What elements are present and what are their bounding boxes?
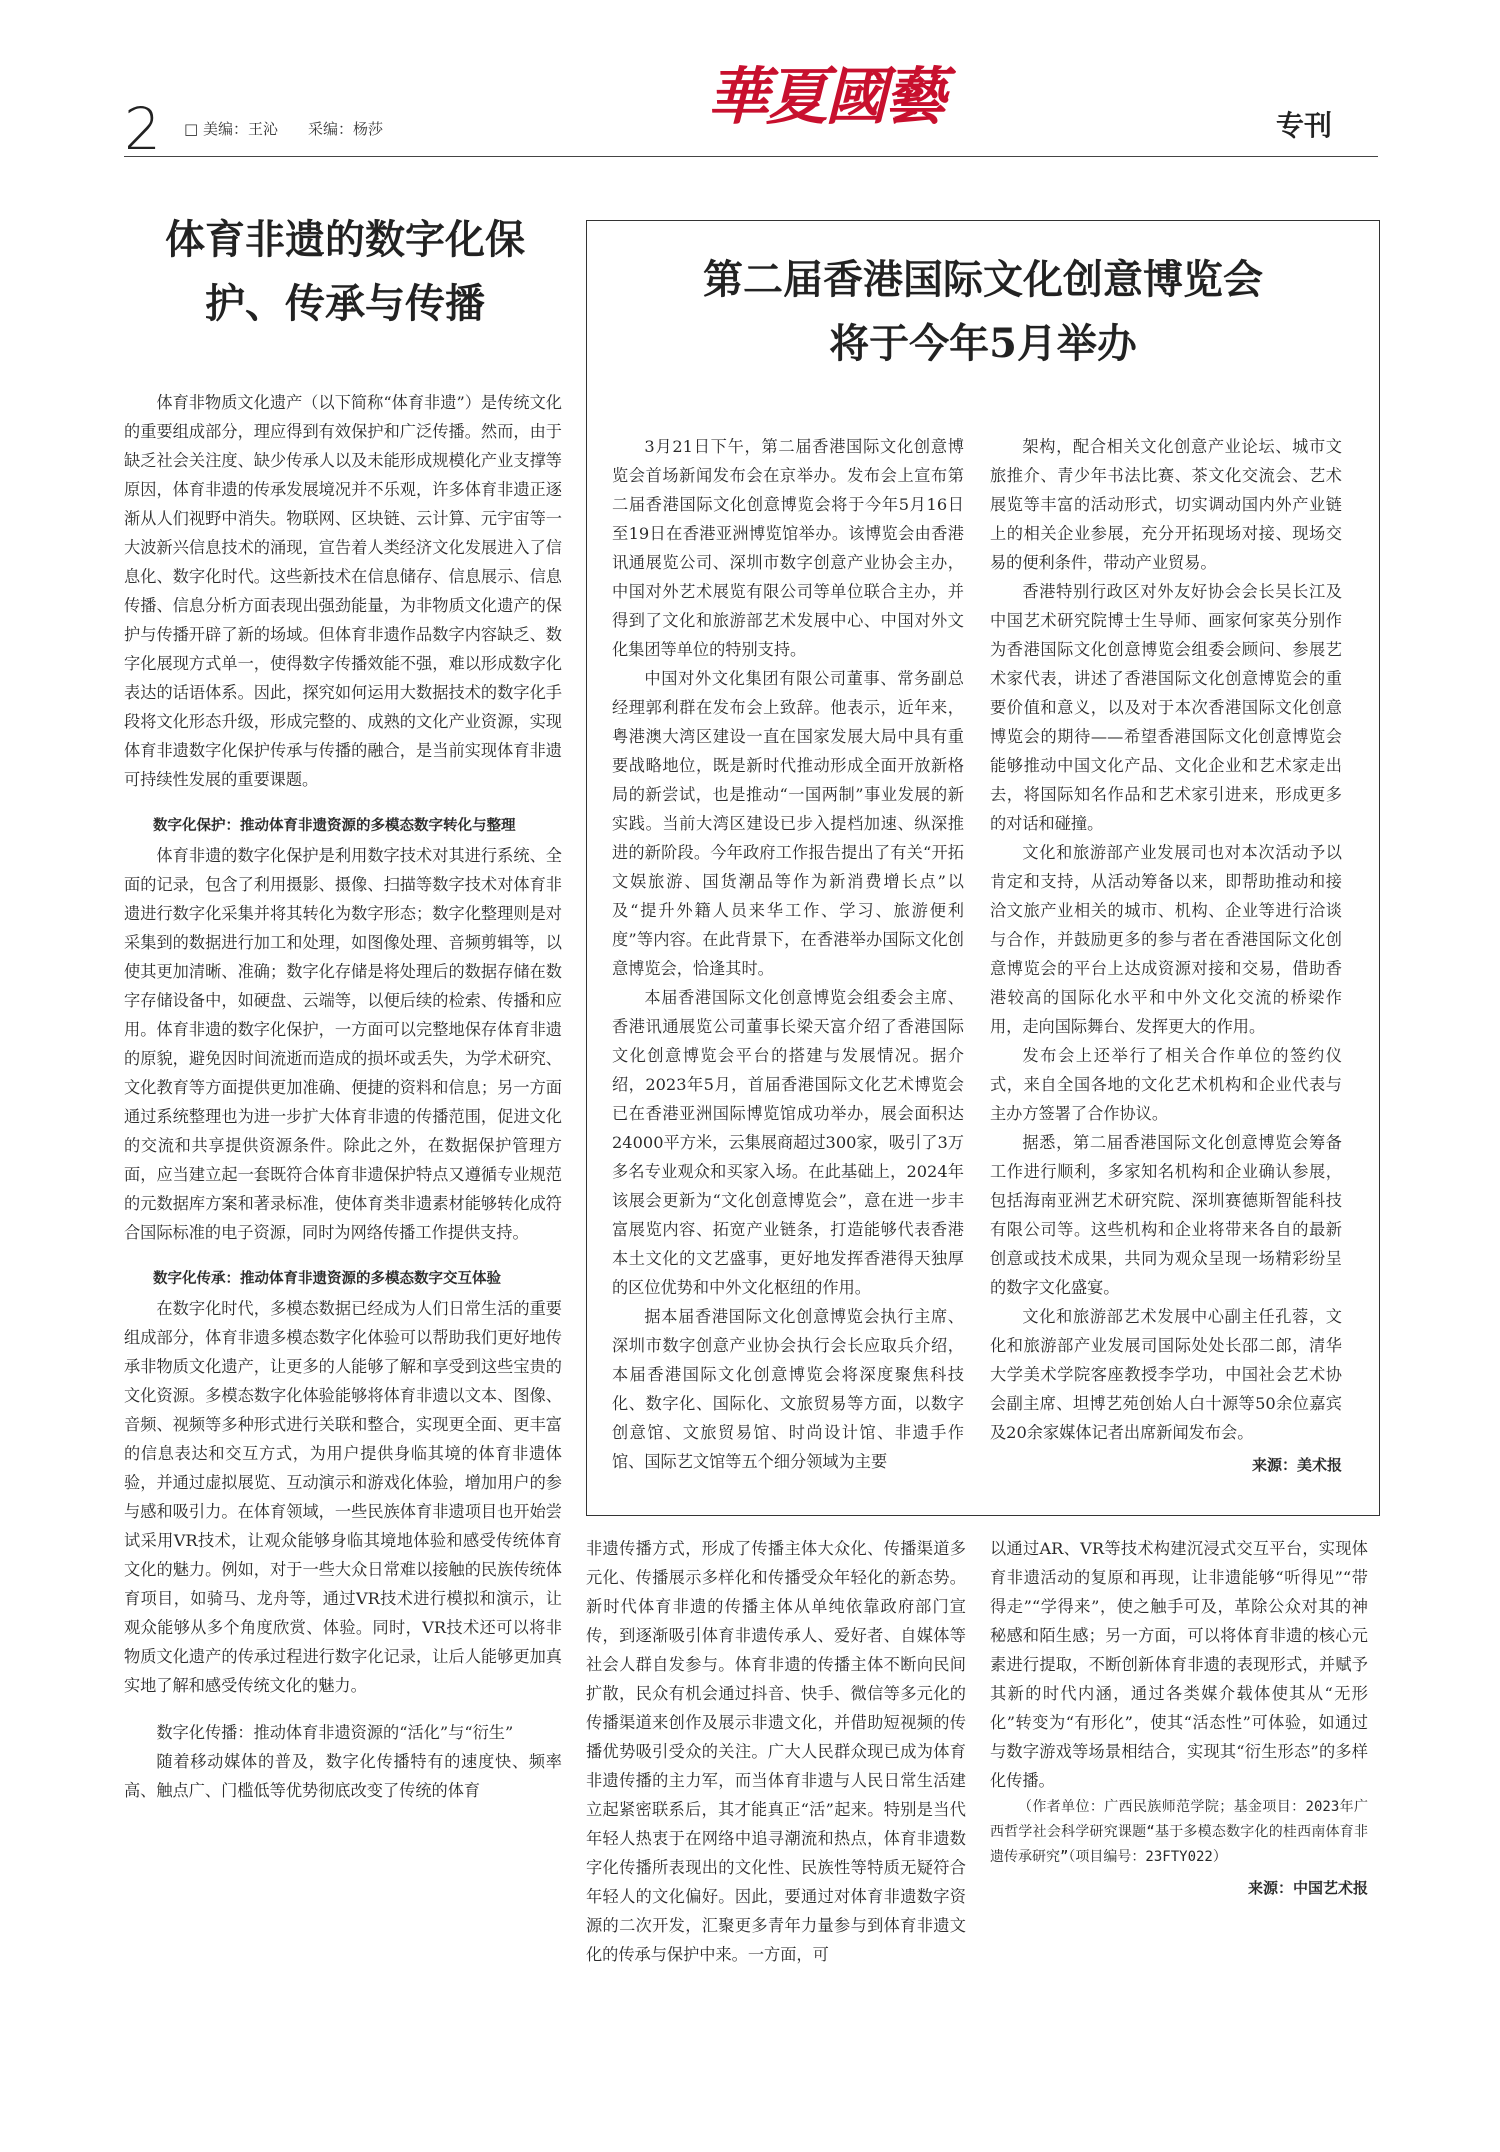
section-label: 专刊 (1276, 109, 1333, 142)
inheritance-paragraph: 在数字化时代，多模态数据已经成为人们日常生活的重要组成部分，体育非遗多模态数字化体验可以帮助我们更好地传承非物质文化遗产，让更多的人能够了解和享受到这些宝贵的文化资源。多模态数字化体验能够将体育非遗以文本、图像、音频、视频等多种形式进行关联和整合，实现更全面、更丰富的信息表达和交互方式，为用户提供身临其境的体育非遗体验，并通过虚拟展览、互动演示和游戏化体验，增加用户的参与感和吸引力。在体育领域，一些民族体育非遗项目也开始尝试采用VR技术，让观众能够身临其境地体验和感受传统体育文化的魅力。例如，对于一些大众日常难以接触的民族传统体育项目，如骑马、龙舟等，通过VR技术进行模拟和演示，让观众能够从多个角度欣赏、体验。同时，VR技术还可以将非物质文化遗产的传承过程进行数字化记录，让后人能够更加真实地了解和感受传统文化的魅力。 (124, 1299, 562, 1695)
news-paragraph: 香港特别行政区对外友好协会会长吴长江及中国艺术研究院博士生导师、画家何家英分别作为香港国际文化创意博览会组委会顾问、参展艺术家代表，讲述了香港国际文化创意博览会的重要价值和意义，以及对于本次香港国际文化创意博览会的期待——希望香港国际文化创意博览会能够推动中国文化产品、文化企业和艺术家走出去，将国际知名作品和艺术家引进来，形成更多的对话和碰撞。 (990, 582, 1342, 833)
newspaper-masthead: 華夏國藝 (706, 60, 943, 133)
right-article-title (586, 248, 1380, 376)
continuation-column-middle (586, 1534, 966, 1969)
right-article-title-line1: 第二届香港国际文化创意博览会 (703, 256, 1263, 303)
news-paragraph: 架构，配合相关文化创意产业论坛、城市文旅推介、青少年书法比赛、茶文化交流会、艺术展览等丰富的活动形式，切实调动国内外产业链上的相关企业参展，充分开拓现场对接、现场交易的便利条件，带动产业贸易。 (990, 437, 1342, 572)
news-paragraph: 据本届香港国际文化创意博览会执行主席、深圳市数字创意产业协会执行会长应取兵介绍，本届香港国际文化创意博览会将深度聚焦科技化、数字化、国际化、文旅贸易等方面，以数字创意馆、文旅贸易馆、时尚设计馆、非遗手作馆、国际艺文馆等五个细分领域为主要 (612, 1307, 964, 1471)
dissemination-paragraph: 随着移动媒体的普及，数字化传播特有的速度快、频率高、触点广、门槛低等优势彻底改变了传统的体育 (124, 1752, 562, 1800)
news-paragraph: 文化和旅游部产业发展司也对本次活动予以肯定和支持，从活动筹备以来，即帮助推动和接洽文旅产业相关的城市、机构、企业等进行洽谈与合作，并鼓励更多的参与者在香港国际文化创意博览会的平台上达成资源对接和交易，借助香港较高的国际化水平和中外文化交流的桥梁作用，走向国际舞台、发挥更大的作用。 (990, 843, 1342, 1036)
left-article-title: 体育非遗的数字化保护、传承与传播 (165, 216, 525, 327)
news-paragraph: 据悉，第二届香港国际文化创意博览会筹备工作进行顺利，多家知名机构和企业确认参展，包括海南亚洲艺术研究院、深圳赛德斯智能科技有限公司等。这些机构和企业将带来各自的最新创意或技术成果，共同为观众呈现一场精彩纷呈的数字文化盛宴。 (990, 1133, 1342, 1297)
author-note: （作者单位：广西民族师范学院；基金项目：2023年广西哲学社会科学研究课题“基于多模态数字化的桂西南体育非遗传承研究”（项目编号：23FTY022） (990, 1799, 1368, 1865)
news-paragraph: 3月21日下午，第二届香港国际文化创意博览会首场新闻发布会在京举办。发布会上宣布第二届香港国际文化创意博览会将于今年5月16日至19日在香港亚洲博览馆举办。该博览会由香港讯通展览公司、深圳市数字创意产业协会主办，中国对外艺术展览有限公司等单位联合主办，并得到了文化和旅游部艺术发展中心、中国对外文化集团等单位的特别支持。 (612, 437, 964, 659)
section-heading-dissemination: 数字化传播：推动体育非遗资源的“活化”与“衍生” (156, 1723, 514, 1742)
continuation-paragraph: 非遗传播方式，形成了传播主体大众化、传播渠道多元化、传播展示多样化和传播受众年轻化的新态势。新时代体育非遗的传播主体从单纯依靠政府部门宣传，到逐渐吸引体育非遗传承人、爱好者、自媒体等社会人群自发参与。体育非遗的传播主体不断向民间扩散，民众有机会通过抖音、快手、微信等多元化的传播渠道来创作及展示非遗文化，并借助短视频的传播优势吸引受众的关注。广大人民群众现已成为体育非遗传播的主力军，而当体育非遗与人民日常生活建立起紧密联系后，其才能真正“活”起来。特别是当代年轻人热衷于在网络中追寻潮流和热点，体育非遗数字化传播所表现出的文化性、民族性等特质无疑符合年轻人的文化偏好。因此，要通过对体育非遗数字资源的二次开发，汇聚更多青年力量参与到体育非遗文化的传承与保护中来。一方面，可 (586, 1539, 966, 1964)
protection-paragraph: 体育非遗的数字化保护是利用数字技术对其进行系统、全面的记录，包含了利用摄影、摄像、扫描等数字技术对体育非遗进行数字化采集并将其转化为数字形态；数字化整理则是对采集到的数据进行加工和处理，如图像处理、音频剪辑等，以使其更加清晰、准确；数字化存储是将处理后的数据存储在数字存储设备中，如硬盘、云端等，以便后续的检索、传播和应用。体育非遗的数字化保护，一方面可以完整地保存体育非遗的原貌，避免因时间流逝而造成的损坏或丢失，为学术研究、文化教育等方面提供更加准确、便捷的资料和信息；另一方面通过系统整理也为进一步扩大体育非遗的传播范围，促进文化的交流和共享提供资源条件。除此之外，在数据保护管理方面，应当建立起一套既符合体育非遗保护特点又遵循专业规范的元数据库方案和著录标准，使体育类非遗素材能够转化成符合国际标准的电子资源，同时为网络传播工作提供支持。 (124, 846, 562, 1242)
news-source: 来源：美术报 (1251, 1456, 1342, 1474)
news-paragraph: 发布会上还举行了相关合作单位的签约仪式，来自全国各地的文化艺术机构和企业代表与主办方签署了合作协议。 (990, 1046, 1342, 1123)
left-article-body (124, 388, 562, 1805)
right-article-title-line2: 将于今年5月举办 (829, 320, 1137, 367)
news-column-1 (612, 432, 964, 1476)
continuation-paragraph: 以通过AR、VR等技术构建沉浸式交互平台，实现体育非遗活动的复原和再现，让非遗能够“听得见”“带得走”“学得来”，使之触手可及，革除公众对其的神秘感和陌生感；另一方面，可以将体育非遗的核心元素进行提取，不断创新体育非遗的表现形式，并赋予其新的时代内涵，通过各类媒介载体使其从“无形化”转变为“有形化”，使其“活态性”可体验，如通过与数字游戏等场景相结合，实现其“衍生形态”的多样化传播。 (990, 1539, 1368, 1790)
news-paragraph: 文化和旅游部艺术发展中心副主任孔蓉，文化和旅游部产业发展司国际处处长邵二郎，清华大学美术学院客座教授李学功，中国社会艺术协会副主席、坦博艺苑创始人白十源等50余位嘉宾及20余家媒体记者出席新闻发布会。 (990, 1307, 1342, 1442)
header-rule (124, 156, 1378, 157)
section-heading-protection: 数字化保护：推动体育非遗资源的多模态数字转化与整理 (153, 818, 516, 834)
section-heading-inheritance: 数字化传承：推动体育非遗资源的多模态数字交互体验 (153, 1271, 501, 1287)
news-paragraph: 中国对外文化集团有限公司董事、常务副总经理郭利群在发布会上致辞。他表示，近年来，粤港澳大湾区建设一直在国家发展大局中具有重要战略地位，既是新时代推动形成全面开放新格局的新尝试，也是推动“一国两制”事业发展的新实践。当前大湾区建设已步入提档加速、纵深推进的新阶段。今年政府工作报告提出了有关“开拓文娱旅游、国货潮品等作为新消费增长点”以及“提升外籍人员来华工作、学习、旅游便利度”等内容。在此背景下，在香港举办国际文化创意博览会，恰逢其时。 (612, 669, 964, 978)
editor-credits: □ 美编：王沁 采编：杨莎 (184, 120, 383, 138)
intro-paragraph: 体育非物质文化遗产（以下简称“体育非遗”）是传统文化的重要组成部分，理应得到有效保护和广泛传播。然而，由于缺乏社会关注度、缺少传承人以及未能形成规模化产业支撑等原因，体育非遗的传承发展境况并不乐观，许多体育非遗正逐渐从人们视野中消失。物联网、区块链、云计算、元宇宙等一大波新兴信息技术的涌现，宣告着人类经济文化发展进入了信息化、数字化时代。这些新技术在信息储存、信息展示、信息传播、信息分析方面表现出强劲能量，为非物质文化遗产的保护与传播开辟了新的场域。但体育非遗作品数字内容缺乏、数字化展现方式单一，使得数字传播效能不强，难以形成数字化表达的话语体系。因此，探究如何运用大数据技术的数字化手段将文化形态升级，形成完整的、成熟的文化产业资源，实现体育非遗数字化保护传承与传播的融合，是当前实现体育非遗可持续性发展的重要课题。 (124, 393, 562, 789)
article-source: 来源：中国艺术报 (1247, 1879, 1368, 1897)
news-column-2 (990, 432, 1342, 1480)
news-paragraph: 本届香港国际文化创意博览会组委会主席、香港讯通展览公司董事长梁天富介绍了香港国际文化创意博览会平台的搭建与发展情况。据介绍，2023年5月，首届香港国际文化艺术博览会已在香港亚洲国际博览馆成功举办，展会面积达24000平方米，云集展商超过300家，吸引了3万多名专业观众和买家入场。在此基础上，2024年该展会更新为“文化创意博览会”，意在进一步丰富展览内容、拓宽产业链条，打造能够代表香港本土文化的文艺盛事，更好地发挥香港得天独厚的区位优势和中外文化枢纽的作用。 (612, 988, 964, 1297)
continuation-column-right (990, 1534, 1368, 1903)
page-number: 2 (124, 95, 161, 163)
